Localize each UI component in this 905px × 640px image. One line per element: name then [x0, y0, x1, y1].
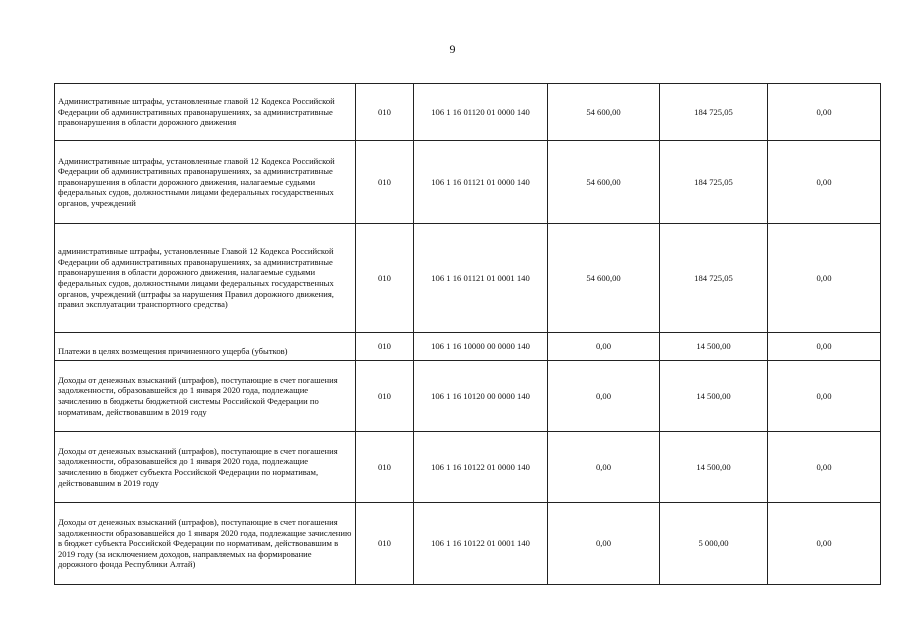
amount-1: 0,00 [548, 361, 660, 432]
admin-code: 010 [356, 432, 414, 503]
amount-1: 0,00 [548, 432, 660, 503]
amount-3: 0,00 [768, 224, 881, 333]
table-row [55, 432, 881, 503]
admin-code: 010 [356, 224, 414, 333]
budget-classification-code: 106 1 16 10122 01 0000 140 [414, 432, 548, 503]
admin-code: 010 [356, 333, 414, 361]
amount-1: 54 600,00 [548, 84, 660, 141]
budget-classification-code: 106 1 16 10122 01 0001 140 [414, 503, 548, 585]
budget-classification-code: 106 1 16 01120 01 0000 140 [414, 84, 548, 141]
budget-classification-code: 106 1 16 01121 01 0001 140 [414, 224, 548, 333]
amount-2: 184 725,05 [660, 84, 768, 141]
page-number: 9 [449, 42, 456, 56]
table-row [55, 333, 881, 361]
row-name: Административные штрафы, установленные главой 12 Кодекса Российской Федерации об административных правонарушениях, за административные правонарушения в области дорожного движения [55, 84, 356, 141]
amount-3: 0,00 [768, 141, 881, 224]
amount-1: 0,00 [548, 503, 660, 585]
amount-2: 14 500,00 [660, 333, 768, 361]
table-row [55, 361, 881, 432]
amount-3: 0,00 [768, 361, 881, 432]
amount-2: 14 500,00 [660, 361, 768, 432]
budget-revenue-table [54, 83, 881, 585]
table-row [55, 141, 881, 224]
admin-code: 010 [356, 503, 414, 585]
amount-2: 184 725,05 [660, 141, 768, 224]
row-name: Доходы от денежных взысканий (штрафов), поступающие в счет погашения задолженности, образовавшейся до 1 января 2020 года, подлежащие зачислению в бюджет субъекта Российской Федерации по нормативам, действовавшим в 2019 году [55, 432, 356, 503]
admin-code: 010 [356, 361, 414, 432]
amount-2: 14 500,00 [660, 432, 768, 503]
table-row [55, 503, 881, 585]
table-row [55, 84, 881, 141]
amount-1: 54 600,00 [548, 141, 660, 224]
admin-code: 010 [356, 84, 414, 141]
amount-3: 0,00 [768, 333, 881, 361]
amount-1: 54 600,00 [548, 224, 660, 333]
row-name: административные штрафы, установленные Главой 12 Кодекса Российской Федерации об административных правонарушениях, за административные правонарушения в области дорожного движения, налагаемые судьями федеральных судов, должностными лицами федеральных государственных органов, учреждений (штрафы за нарушения Правил дорожного движения, правил эксплуатации транспортного средства) [55, 224, 356, 333]
table-row [55, 224, 881, 333]
row-name: Платежи в целях возмещения причиненного ущерба (убытков) [55, 333, 356, 361]
amount-2: 5 000,00 [660, 503, 768, 585]
amount-2: 184 725,05 [660, 224, 768, 333]
amount-1: 0,00 [548, 333, 660, 361]
budget-classification-code: 106 1 16 10120 00 0000 140 [414, 361, 548, 432]
admin-code: 010 [356, 141, 414, 224]
amount-3: 0,00 [768, 84, 881, 141]
amount-3: 0,00 [768, 432, 881, 503]
row-name: Административные штрафы, установленные главой 12 Кодекса Российской Федерации об административных правонарушениях, за административные правонарушения в области дорожного движения, налагаемые судьями федеральных судов, должностными лицами федеральных государственных органов, учреждений [55, 141, 356, 224]
row-name: Доходы от денежных взысканий (штрафов), поступающие в счет погашения задолженности образовавшейся до 1 января 2020 года, подлежащие зачислению в бюджет субъекта Российской Федерации по нормативам, действовавшим в 2019 году (за исключением доходов, направляемых на формирование дорожного фонда Республики Алтай) [55, 503, 356, 585]
budget-classification-code: 106 1 16 10000 00 0000 140 [414, 333, 548, 361]
row-name: Доходы от денежных взысканий (штрафов), поступающие в счет погашения задолженности, образовавшейся до 1 января 2020 года, подлежащие зачислению в бюджеты бюджетной системы Российской Федерации по нормативам, действовавшим в 2019 году [55, 361, 356, 432]
budget-classification-code: 106 1 16 01121 01 0000 140 [414, 141, 548, 224]
amount-3: 0,00 [768, 503, 881, 585]
